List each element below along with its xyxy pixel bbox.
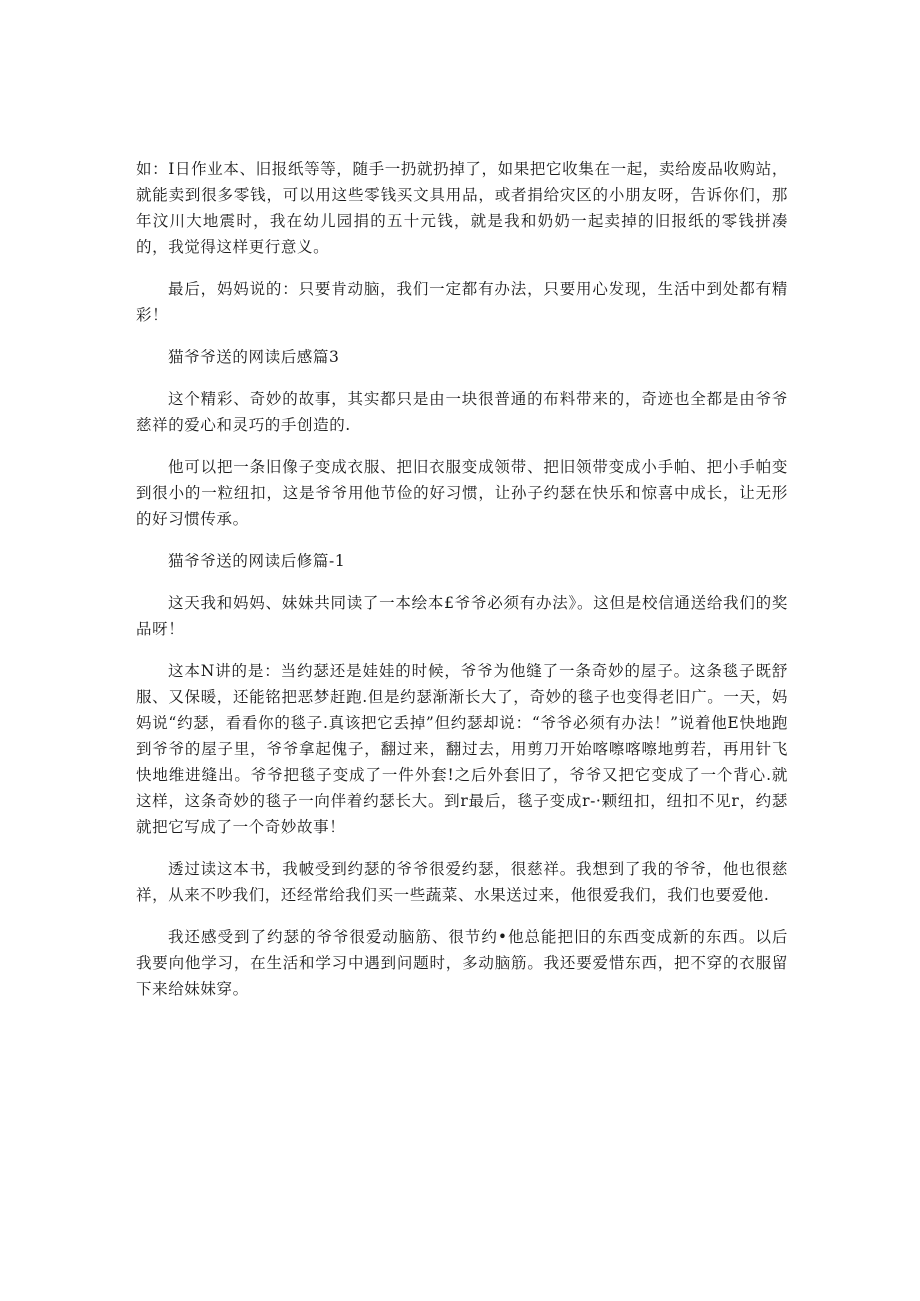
paragraph-reading-together: 这天我和妈妈、妹妹共同读了一本绘本£爷爷必须有办法》。这但是校信通送给我们的奖品呀！ bbox=[136, 594, 788, 638]
paragraph-conclusion: 最后，妈妈说的：只要肯动脑，我们一定都有办法，只要用心发现，生活中到处都有精彩！ bbox=[136, 280, 788, 324]
paragraph-reflection-lesson: 我还感受到了约瑟的爷爷很爱动脑筋、很节约•他总能把旧的东西变成新的东西。以后我要向他学习，在生活和学习中遇到问题时，多动脑筋。我还要爱惜东西，把不穿的衣服留下来给妹妹穿。 bbox=[136, 928, 788, 998]
section-heading-3: 猫爷爷送的网读后感篇3 bbox=[168, 348, 340, 366]
paragraph-transformations: 他可以把一条旧像子变成衣服、把旧衣服变成领带、把旧领带变成小手帕、把小手帕变到很小的一粒纽扣，这是爷爷用他节俭的好习惯，让孙子约瑟在快乐和惊喜中成长，让无形的好习惯传承。 bbox=[136, 458, 788, 528]
paragraph-reflection-grandpa: 透过读这本书，我帔受到约瑟的爷爷很爱约瑟，很慈祥。我想到了我的爷爷，他也很慈祥，从来不吵我们，还经常给我们买一些蔬菜、水果送过来，他很爱我们，我们也要爱他. bbox=[136, 860, 788, 904]
document-body bbox=[136, 156, 788, 1018]
section-heading-4: 猫爷爷送的网读后修篇-1 bbox=[168, 552, 346, 570]
paragraph-story-summary: 这本N讲的是：当约瑟还是娃娃的时候，爷爷为他缝了一条奇妙的屋子。这条毯子既舒服、又保暖，还能铭把恶梦赶跑.但是约瑟渐渐长大了，奇妙的毯子也变得老旧广。一天，妈妈说“约瑟，看看你的毯子.真该把它丢掉”但约瑟却说：“爷爷必须有办法！”说着他E快地跑到爷爷的屋子里，爷爷拿起傀子，翻过来，翻过去，用剪刀开始喀嚓喀嚓地剪若，再用针飞快地维进缝出。爷爷把毯子变成了一件外套!之后外套旧了，爷爷又把它变成了一个背心.就这样，这条奇妙的毯子一向伴着约瑟长大。到r最后，毯子变成r-·颗纽扣，纽扣不见r，约瑟就把它写成了一个奇妙故事！ bbox=[136, 662, 788, 836]
paragraph-intro-list: 如：I日作业本、旧报纸等等，随手一扔就扔掉了，如果把它收集在一起，卖给废品收购站，就能卖到很多零钱，可以用这些零钱买文具用品，或者捐给灾区的小朋友呀，告诉你们，那年汶川大地震时，我在幼儿园捐的五十元钱，就是我和奶奶一起卖掉的旧报纸的零钱拼凑的，我觉得这样更行意义。 bbox=[136, 160, 788, 256]
paragraph-story-intro: 这个精彩、奇妙的故事，其实都只是由一块很普通的布料带来的，奇迹也全都是由爷爷慈祥的爱心和灵巧的手创造的. bbox=[136, 390, 788, 434]
